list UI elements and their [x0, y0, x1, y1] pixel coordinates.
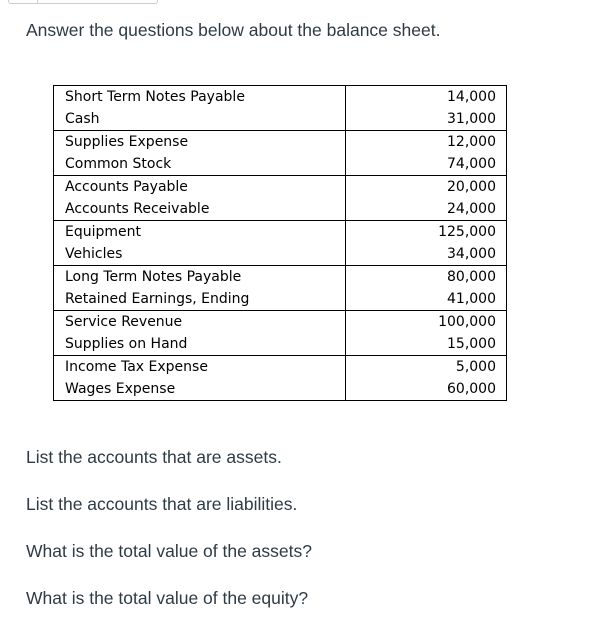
account-name: Wages Expense [65, 381, 176, 397]
table-row [54, 131, 507, 176]
account-value: 12,000 [447, 134, 496, 150]
account-value: 125,000 [438, 224, 496, 240]
account-value: 31,000 [447, 111, 496, 127]
table-row [54, 356, 507, 401]
account-name: Accounts Payable [65, 179, 188, 195]
account-name-cell [54, 131, 346, 176]
account-name: Accounts Receivable [65, 201, 210, 217]
table-row [54, 86, 507, 131]
account-name-cell [54, 176, 346, 221]
table-row [54, 266, 507, 311]
account-name: Supplies on Hand [65, 336, 188, 352]
account-value-cell [346, 221, 507, 266]
question-liabilities-list: List the accounts that are liabilities. [26, 494, 298, 514]
account-value-cell [346, 131, 507, 176]
account-value-cell [346, 176, 507, 221]
table-row [54, 221, 507, 266]
top-tab-strip [8, 0, 158, 4]
account-value-cell [346, 266, 507, 311]
table-row [54, 311, 507, 356]
account-name: Short Term Notes Payable [65, 89, 245, 105]
account-value: 80,000 [447, 269, 496, 285]
account-name: Equipment [65, 224, 141, 240]
account-name-cell [54, 356, 346, 401]
account-name: Vehicles [65, 246, 123, 262]
question-assets-list: List the accounts that are assets. [26, 447, 282, 467]
account-name: Long Term Notes Payable [65, 269, 242, 285]
account-value: 24,000 [447, 201, 496, 217]
account-value: 14,000 [447, 89, 496, 105]
question-assets-total: What is the total value of the assets? [26, 541, 312, 561]
intro-text: Answer the questions below about the balance sheet. [26, 20, 441, 40]
account-name: Supplies Expense [65, 134, 189, 150]
account-name-cell [54, 221, 346, 266]
account-value: 74,000 [447, 156, 496, 172]
question-equity-total: What is the total value of the equity? [26, 588, 309, 608]
account-name: Common Stock [65, 156, 172, 172]
account-name-cell [54, 86, 346, 131]
account-name: Income Tax Expense [65, 359, 208, 375]
table-row [54, 176, 507, 221]
account-name-cell [54, 266, 346, 311]
account-value: 20,000 [447, 179, 496, 195]
account-name: Service Revenue [65, 314, 183, 330]
account-value: 34,000 [447, 246, 496, 262]
account-value: 15,000 [447, 336, 496, 352]
account-value-cell [346, 86, 507, 131]
balance-sheet-table [53, 85, 507, 401]
account-value: 60,000 [447, 381, 496, 397]
account-value: 41,000 [447, 291, 496, 307]
account-value-cell [346, 356, 507, 401]
account-name: Retained Earnings, Ending [65, 291, 250, 307]
account-name: Cash [65, 111, 100, 127]
account-name-cell [54, 311, 346, 356]
account-value: 5,000 [455, 359, 496, 375]
account-value-cell [346, 311, 507, 356]
account-value: 100,000 [438, 314, 496, 330]
